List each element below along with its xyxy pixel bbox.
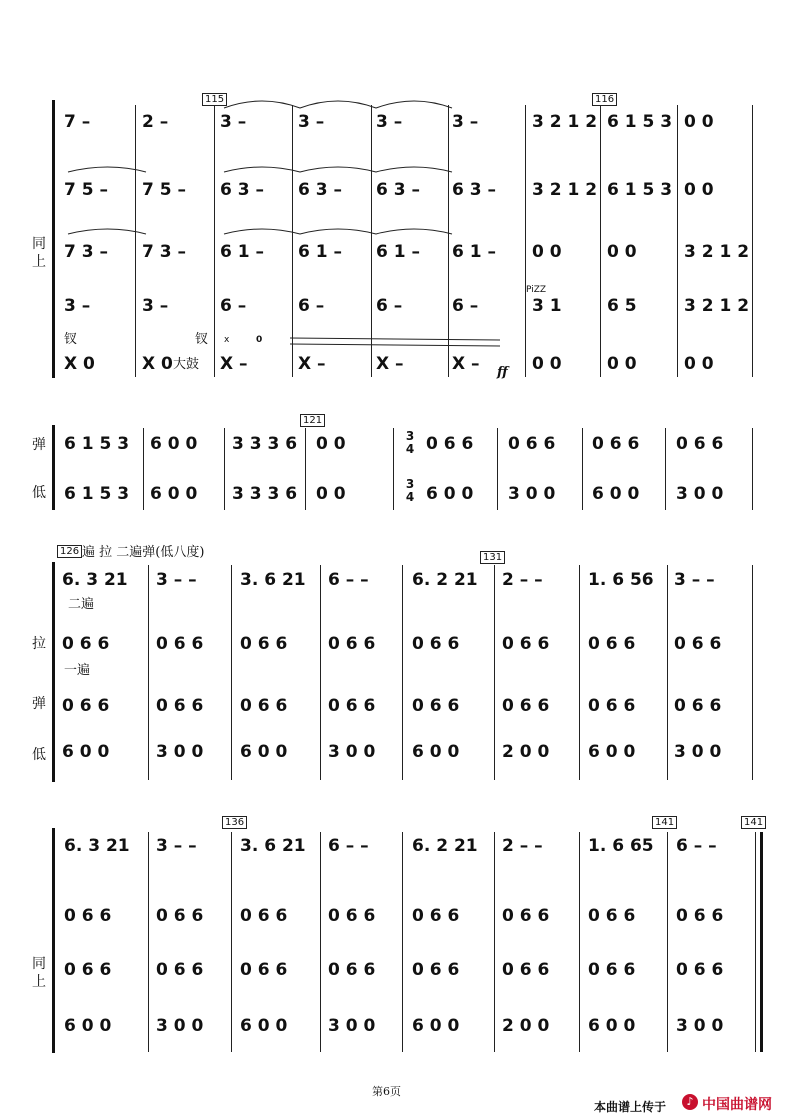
barline [752, 428, 753, 510]
measure-cell: 0 6 6 [62, 634, 110, 654]
measure-cell: 3 – [452, 112, 479, 132]
measure-cell: X – [220, 354, 248, 374]
measure-cell: 2 – [142, 112, 169, 132]
measure-cell: 6 1 – [376, 242, 420, 262]
barline [665, 428, 666, 510]
barline [755, 832, 756, 1052]
measure-cell: 0 6 6 [328, 634, 376, 654]
measure-cell: 0 0 [532, 242, 562, 262]
measure-cell: 0 6 6 [156, 906, 204, 926]
barline [582, 428, 583, 510]
measure-cell: 0 6 6 [156, 696, 204, 716]
final-barline [760, 832, 763, 1052]
barline [231, 832, 232, 1052]
measure-cell: 0 6 6 [502, 634, 550, 654]
measure-cell: 3. 6 21 [240, 570, 306, 590]
system-bracket [52, 425, 55, 510]
measure-cell: 0 0 [684, 180, 714, 200]
site-name: 中国曲谱网 [702, 1097, 772, 1113]
measure-cell: 6 0 0 [240, 1016, 288, 1036]
part-label: 同上 [32, 236, 46, 270]
measure-cell: 6 3 – [452, 180, 496, 200]
barline [494, 832, 495, 1052]
measure-number: 115 [202, 93, 227, 106]
measure-cell: 3 – – [156, 570, 197, 590]
barline [393, 428, 394, 510]
measure-cell: 0 6 6 [502, 906, 550, 926]
measure-cell: 6 1 5 3 [607, 112, 673, 132]
measure-cell: 0 6 6 [156, 634, 204, 654]
measure-cell: 6 1 5 3 [64, 434, 130, 454]
measure-cell: 3 – [376, 112, 403, 132]
measure-cell: 6 3 – [220, 180, 264, 200]
measure-cell: 0 6 6 [676, 906, 724, 926]
measure-cell: 7 – [64, 112, 91, 132]
measure-cell: X – [452, 354, 480, 374]
measure-cell: 6 3 – [298, 180, 342, 200]
measure-cell: 7 3 – [142, 242, 186, 262]
measure-cell: 3 – [64, 296, 91, 316]
measure-cell: 2 – – [502, 836, 543, 856]
measure-cell: 3 3 3 6 [232, 484, 298, 504]
page-number: 第6页 [372, 1085, 401, 1098]
measure-cell: X 0 [64, 354, 95, 374]
measure-cell: 3 0 0 [676, 1016, 724, 1036]
barline [231, 565, 232, 780]
measure-cell: 3 1 [532, 296, 562, 316]
measure-cell: 6 0 0 [62, 742, 110, 762]
measure-number: 116 [592, 93, 617, 106]
measure-cell: 3 0 0 [156, 742, 204, 762]
time-signature: 3 4 [405, 429, 415, 456]
measure-cell: 6 0 0 [412, 742, 460, 762]
measure-cell: 0 6 6 [240, 906, 288, 926]
section-header: 遍 拉 二遍弹(低八度) [82, 545, 205, 560]
measure-cell: 0 6 6 [328, 960, 376, 980]
measure-cell: 0 6 6 [412, 960, 460, 980]
voice-note: 二遍 [68, 597, 95, 612]
site-logo [682, 1094, 782, 1112]
measure-cell: 1. 6 56 [588, 570, 654, 590]
measure-cell: 0 0 [532, 354, 562, 374]
barline [494, 565, 495, 780]
pizz-mark: PiZZ [526, 285, 547, 295]
part-label: 低 [32, 485, 46, 501]
measure-cell: 3. 6 21 [240, 836, 306, 856]
measure-number: 121 [300, 414, 325, 427]
measure-cell: 7 3 – [64, 242, 108, 262]
measure-cell: 3 0 0 [508, 484, 556, 504]
measure-cell: 6 – [220, 296, 247, 316]
measure-cell: 2 0 0 [502, 1016, 550, 1036]
drum-label: 大鼓 [173, 357, 200, 372]
measure-number: 141 [652, 816, 677, 829]
measure-cell: 0 6 6 [64, 960, 112, 980]
measure-cell: 6 0 0 [426, 484, 474, 504]
measure-cell: 0 6 6 [592, 434, 640, 454]
measure-cell: 0 6 6 [328, 906, 376, 926]
measure-cell: 0 6 6 [426, 434, 474, 454]
dynamic-mark: ff [497, 365, 508, 380]
measure-cell: 0 6 6 [240, 634, 288, 654]
measure-cell: 6 0 0 [588, 1016, 636, 1036]
measure-cell: 0 6 6 [62, 696, 110, 716]
measure-cell: 6 – [452, 296, 479, 316]
barline [148, 565, 149, 780]
measure-cell: 2 0 0 [502, 742, 550, 762]
measure-cell: 6 0 0 [592, 484, 640, 504]
measure-cell: 3 – [220, 112, 247, 132]
measure-cell: 3 2 1 2 [684, 296, 750, 316]
measure-cell: 6 0 0 [588, 742, 636, 762]
measure-cell: 6 – – [328, 836, 369, 856]
measure-cell: 0 6 6 [588, 634, 636, 654]
barline [143, 428, 144, 510]
measure-cell: 6 1 – [220, 242, 264, 262]
measure-cell: 3 – [142, 296, 169, 316]
measure-cell: 3 0 0 [328, 742, 376, 762]
measure-cell: 3 2 1 2 [532, 180, 598, 200]
measure-cell: 0 6 6 [676, 434, 724, 454]
measure-cell: 6 1 – [298, 242, 342, 262]
barline [497, 428, 498, 510]
part-label: 弹 [32, 696, 46, 712]
measure-cell: 0 6 6 [412, 634, 460, 654]
measure-cell: 0 0 [607, 354, 637, 374]
measure-cell: 0 6 6 [588, 960, 636, 980]
measure-cell: 0 6 6 [412, 696, 460, 716]
measure-cell: 6. 3 21 [62, 570, 128, 590]
barline [320, 832, 321, 1052]
measure-cell: 3 – [298, 112, 325, 132]
measure-cell: 0 0 [684, 354, 714, 374]
measure-cell: 6 – [298, 296, 325, 316]
measure-cell: 3 2 1 2 [532, 112, 598, 132]
measure-cell: 0 6 6 [64, 906, 112, 926]
measure-cell: 0 6 6 [502, 960, 550, 980]
measure-cell: 1. 6 65 [588, 836, 654, 856]
bo-label: 钗 [64, 332, 78, 347]
measure-cell: 6 5 [607, 296, 637, 316]
barline [579, 565, 580, 780]
measure-cell: 0 6 6 [240, 960, 288, 980]
measure-cell: 0 6 6 [676, 960, 724, 980]
measure-cell: 6. 2 21 [412, 836, 478, 856]
tie-lines [0, 0, 790, 400]
measure-cell: 0 0 [607, 242, 637, 262]
measure-cell: 6 0 0 [150, 434, 198, 454]
barline [579, 832, 580, 1052]
part-label: 同上 [32, 956, 46, 990]
barline [305, 428, 306, 510]
measure-cell: 0 0 [316, 434, 346, 454]
measure-cell: 6 0 0 [150, 484, 198, 504]
measure-number: 126 [57, 545, 82, 558]
barline [667, 832, 668, 1052]
part-label: 低 [32, 747, 46, 763]
measure-cell: 2 – – [502, 570, 543, 590]
measure-cell: 6 – – [676, 836, 717, 856]
measure-cell: 0 6 6 [674, 634, 722, 654]
measure-number: 131 [480, 551, 505, 564]
measure-cell: 6. 3 21 [64, 836, 130, 856]
measure-cell: 6 – [376, 296, 403, 316]
measure-number: 136 [222, 816, 247, 829]
measure-cell: 3 0 0 [328, 1016, 376, 1036]
measure-cell: 3 – – [156, 836, 197, 856]
barline [148, 832, 149, 1052]
measure-cell: 0 6 6 [508, 434, 556, 454]
zero-mark: 0 [256, 335, 263, 345]
source-text: 本曲谱上传于 [594, 1100, 667, 1114]
measure-cell: X – [298, 354, 326, 374]
barline [320, 565, 321, 780]
measure-cell: 3 3 3 6 [232, 434, 298, 454]
voice-note: 一遍 [64, 663, 91, 678]
measure-cell: 6 0 0 [64, 1016, 112, 1036]
system-bracket [52, 562, 55, 782]
part-label: 拉 [32, 636, 46, 652]
measure-cell: 0 0 [684, 112, 714, 132]
measure-cell: 3 2 1 2 [684, 242, 750, 262]
time-signature: 3 4 [405, 477, 415, 504]
measure-cell: 6 0 0 [240, 742, 288, 762]
measure-cell: 0 6 6 [502, 696, 550, 716]
measure-cell: 6 1 – [452, 242, 496, 262]
measure-cell: 6 3 – [376, 180, 420, 200]
measure-cell: 0 6 6 [156, 960, 204, 980]
measure-cell: 0 0 [316, 484, 346, 504]
measure-cell: 0 6 6 [588, 696, 636, 716]
measure-cell: 3 0 0 [674, 742, 722, 762]
measure-cell: 6. 2 21 [412, 570, 478, 590]
measure-cell: 0 6 6 [240, 696, 288, 716]
bo-label: 钗 [195, 332, 209, 347]
measure-cell: X 0 [142, 354, 173, 374]
barline [402, 832, 403, 1052]
measure-cell: 6 1 5 3 [64, 484, 130, 504]
measure-cell: 0 6 6 [674, 696, 722, 716]
measure-cell: 0 6 6 [412, 906, 460, 926]
measure-cell: 0 6 6 [588, 906, 636, 926]
measure-number: 141 [741, 816, 766, 829]
measure-cell: 7 5 – [64, 180, 108, 200]
part-label: 弹 [32, 437, 46, 453]
measure-cell: 0 6 6 [328, 696, 376, 716]
barline [224, 428, 225, 510]
barline [402, 565, 403, 780]
measure-cell: 3 – – [674, 570, 715, 590]
barline [752, 565, 753, 780]
measure-cell: 6 – – [328, 570, 369, 590]
measure-cell: 3 0 0 [156, 1016, 204, 1036]
measure-cell: 6 0 0 [412, 1016, 460, 1036]
measure-cell: 6 1 5 3 [607, 180, 673, 200]
barline [667, 565, 668, 780]
logo-icon: ♪ [682, 1094, 698, 1110]
system-bracket [52, 828, 55, 1053]
x-mark: x [224, 335, 230, 345]
measure-cell: 3 0 0 [676, 484, 724, 504]
measure-cell: X – [376, 354, 404, 374]
measure-cell: 7 5 – [142, 180, 186, 200]
